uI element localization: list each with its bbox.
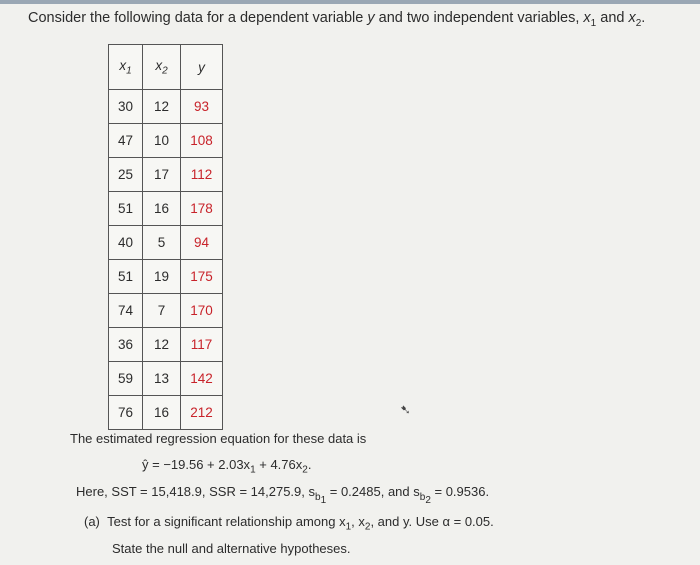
cell-y: 94 [181, 226, 223, 260]
problem-intro: Consider the following data for a dependent variable y and two independent variables, $x_1$ and $x_2$. [28, 10, 646, 29]
cell-x1: 30 [109, 90, 143, 124]
table-row [109, 90, 223, 124]
cell-x1: 76 [109, 396, 143, 430]
cell-x1: 74 [109, 294, 143, 328]
cell-x2: 13 [143, 362, 181, 396]
cell-x1: 25 [109, 158, 143, 192]
cell-y: 142 [181, 362, 223, 396]
cell-x2: 7 [143, 294, 181, 328]
hypotheses-prompt: State the null and alternative hypotheses. [112, 541, 351, 556]
cell-x2: 16 [143, 396, 181, 430]
data-table [108, 44, 223, 430]
cell-x1: 47 [109, 124, 143, 158]
table-row [109, 396, 223, 430]
cell-x2: 10 [143, 124, 181, 158]
regression-equation: ŷ = $-19.56 + 2.03x_1 + 4.76x_2$. [142, 457, 312, 476]
cell-x2: 16 [143, 192, 181, 226]
cell-y: 170 [181, 294, 223, 328]
table-row [109, 328, 223, 362]
table-row [109, 226, 223, 260]
cell-x2: 5 [143, 226, 181, 260]
equation-intro: The estimated regression equation for these data is [70, 431, 367, 446]
cell-x1: 51 [109, 260, 143, 294]
table-row [109, 124, 223, 158]
header-x2: $x_2$ [143, 45, 181, 90]
cell-x1: 40 [109, 226, 143, 260]
cell-y: 93 [181, 90, 223, 124]
cell-y: 117 [181, 328, 223, 362]
part-a-question: (a) Test for a significant relationship among $x_1$, $x_2$, and y. Use α = 0.05. [84, 514, 494, 533]
table-row [109, 192, 223, 226]
cell-y: 112 [181, 158, 223, 192]
cell-x1: 36 [109, 328, 143, 362]
cell-y: 175 [181, 260, 223, 294]
cell-x2: 12 [143, 328, 181, 362]
header-x1: $x_1$ [109, 45, 143, 90]
table-row [109, 158, 223, 192]
table-header-row [109, 45, 223, 90]
cell-y: 212 [181, 396, 223, 430]
cell-x2: 12 [143, 90, 181, 124]
table-row [109, 294, 223, 328]
cell-x1: 59 [109, 362, 143, 396]
top-border [0, 0, 700, 4]
table-row [109, 362, 223, 396]
sum-of-squares-line: Here, SST = 15,418.9, SSR = 14,275.9, $s_{b_1} = 0.2485$, and $s_{b_2} = 0.9536$. [76, 484, 490, 506]
table-row [109, 260, 223, 294]
cell-x2: 19 [143, 260, 181, 294]
header-y: y [181, 45, 223, 90]
cell-x2: 17 [143, 158, 181, 192]
cursor-arrow-icon: ➷ [400, 402, 411, 417]
cell-y: 108 [181, 124, 223, 158]
cell-x1: 51 [109, 192, 143, 226]
cell-y: 178 [181, 192, 223, 226]
